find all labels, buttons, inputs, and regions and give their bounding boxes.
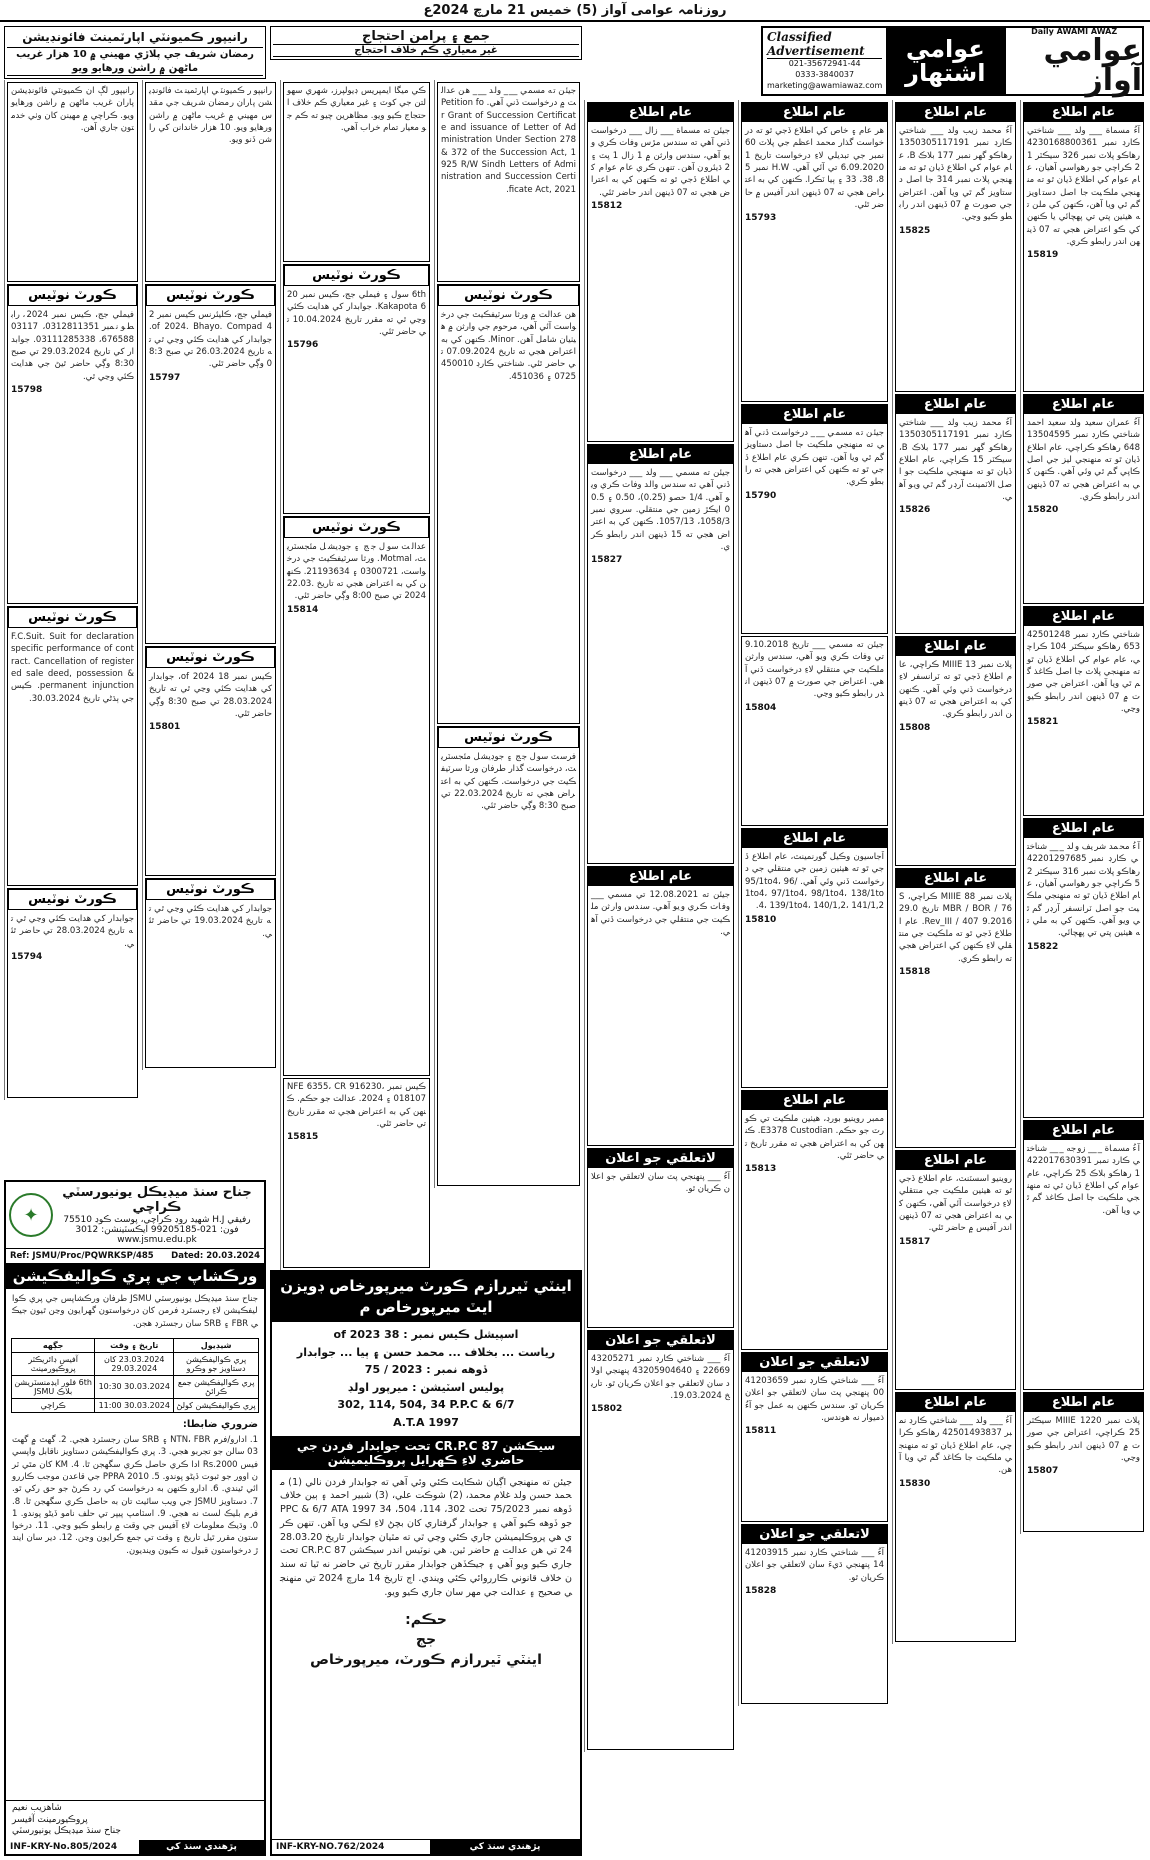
table-cell: پري ڪواليفڪيشن جمع ڪرائڻ <box>174 1375 258 1398</box>
notice-header: لاتعلقي جو اعلان <box>588 1331 733 1350</box>
notice-number: 15822 <box>1027 941 1059 952</box>
notice-body: پلاٽ نمبر MIIIE 1220 سيڪٽر 25 ڪراچي، اعتراض جي صورت ۾ 07 ڏينهن اندر رابطو ڪيو وڃي. <box>1027 1416 1140 1463</box>
notice-header: عام اطلاع <box>896 637 1015 656</box>
notice-number: 15801 <box>149 722 181 733</box>
notice-body: ڪيس نمبر NFE 6355، CR 916230، 018107 ۽ 2024. عدالت جو حڪم. ڪنهن کي به اعتراض هجي ته مقرر تاريخ تي حاضر ٿئي. <box>287 1082 426 1129</box>
brand-english: Daily AWAMI AWAZ <box>1031 26 1118 36</box>
mobile: 0333-3840037 <box>795 70 855 80</box>
case-details <box>272 1322 580 1436</box>
notice-body: آءُ محمد زيب ولد ___ شناختي ڪارڊ نمبر 1350305117191 رهاڪو گهر نمبر 177 بلاڪ B، سيڪٽر 15 ڪراچي، عام اطلاع ڏيان ٿو ته منهنجي ملڪيت جو اصل الاٽمينٽ آرڊر گم ٿي ويو آهي. <box>899 418 1012 502</box>
notice <box>895 868 1016 1148</box>
notice-body: شناختي ڪارڊ نمبر 42501248653 رهاڪو سيڪٽر 104 ڪراچي، عام عوام کي اطلاع ڏيان ٿو ته منهنجي پلاٽ جا اصل ڪاغذ گم ٿي ويا آهن. اعتراض جي صورت ۾ 07 ڏينهن اندر رابطو ڪيو وڃي. <box>1027 630 1141 714</box>
notice <box>587 444 734 864</box>
headline-subtitle: رمضان شريف جي پلاڙي مهيني ۾ 10 هزار غريب ماڻهن ۾ راشن ورهايو ويو <box>7 47 263 76</box>
headline-title: جمع ۽ پرامن احتجاج <box>361 29 491 44</box>
table-cell: پري ڪواليفڪيشن کولڻ <box>174 1398 258 1412</box>
table-cell: 30.03.2024 10:30 <box>95 1375 174 1398</box>
brand-name: عوامي آواز <box>1043 32 1142 98</box>
notice-header: عام اطلاع <box>896 1393 1015 1412</box>
notice-body: پلاٽ نمبر MIIIE 88 ڪراچي، SMBR / BOR / 76 تاريخ 29.09.2016 Rev_III / 407. عام اطلاع ڏجي ٿو ته ملڪيت جي منتقلي لاءِ ڪنهن کي اعتراض هجي ته رابطو ڪري. <box>899 892 1013 964</box>
judge-title: جج <box>415 1632 437 1649</box>
notice-header: عام اطلاع <box>1024 103 1143 122</box>
notice-body: اَجاسيون وڪيل گورنمينٽ، عام اطلاع ڏجي ٿو ته هيٺين زمين جي منتقلي جي درخواست ڏني وئي آهي. 95/1to4، 96/1to4، 97/1to4، 98/1to4، 138/1to4، 139/1to4، 140/1,2، 141/1,2. <box>745 852 885 912</box>
notice-header: عام اطلاع <box>742 829 887 848</box>
notice-body: آءُ ___ ولد ___ شناختي ڪارڊ نمبر 42501493837 رهاڪو ڪراچي، عام اطلاع ڏيان ٿو ته منهنجي ملڪيت جا ڪاغذ گم ٿي ويا آهن. <box>899 1416 1012 1476</box>
notice <box>7 284 138 604</box>
notice-body: ڪي ميگا ايمپريس ڊيولپرز، شهري سهولتن جي کوٽ ۽ غير معياري ڪم خلاف احتجاج ڪيو ويو. مظاهرين چيو ته ڪم جو معيار تمام خراب آهي. <box>287 86 426 133</box>
classified-info <box>763 28 886 94</box>
ref-number: Ref: JSMU/Proc/PQWRKSP/485 <box>10 1251 154 1261</box>
notice <box>1023 606 1144 816</box>
order-block <box>272 1611 580 1670</box>
schedule-header: شيڊيول <box>174 1338 258 1352</box>
notice-number: 15812 <box>591 200 623 211</box>
newspaper-logo <box>1004 26 1142 98</box>
notice-body: جيئن ته مسمي ___ ولد ___ هن عدالت ۾ درخواست ڏني آهي. Petition for Grant of Succession Certificate and issuance of Letter of Administration Under Section 278 & 372 of the Succession Act, 1925 R/W Sindh Letters of Administration and Succession Certificate Act, 2021. <box>440 86 576 195</box>
court-proclamation-ad <box>270 1270 582 1856</box>
notice-body: جيئن ته مسماة ___ زال ___ درخواست ڏني آهي ته سندس مڙس وفات ڪري ويو آهي، سندس وارثن ۾ 1 زال 1 پٽ ۽ 2 ڌيئرون آهن. تنهن ڪري عام عوام کي اطلاع ڏجي ٿو ته ڪنهن کي به اعتراض هجي ته 07 ڏينهن اندر حاضر ٿئي. <box>591 126 730 198</box>
case-parties: رياست ... بخلاف ... محمد حسن ۽ ٻيا ... جوابدار <box>296 1345 556 1359</box>
notice-body: آءُ ___ شناختي ڪارڊ نمبر 4120391514 پنهنجي ڌيءَ سان لاتعلقي جو اعلان ڪريان ٿو. <box>745 1548 884 1583</box>
university-header <box>6 1182 264 1249</box>
notice-header: لاتعلقي جو اعلان <box>588 1149 733 1168</box>
notice-header: لاتعلقي جو اعلان <box>742 1353 887 1372</box>
notice-number: 15815 <box>287 1132 319 1143</box>
headline-title: رانيپور ڪميونٽي اپارٽمينٽ فائونڊيشن <box>22 30 248 44</box>
notice-header: لاتعلقي جو اعلان <box>742 1525 887 1544</box>
notice-body: فرسٽ سول جج ۽ جوڊيشل مئجسٽريٽ، درخواست گذار طرفان ورثا سرٽيفڪيٽ جي درخواست. ڪنهن کي به اعتراض هجي ته تاريخ 22.03.2024 تي صبح 8:30 وڳي حاضر ٿئي. <box>441 752 576 812</box>
notice <box>1023 102 1144 392</box>
notice-number: 15793 <box>745 213 777 224</box>
notice-body: آءُ ___ شناختي ڪارڊ نمبر 4320527122669 ۽ 43205904640 پنهنجي اولاد سان لاتعلقي جو اعلان ڪريان ٿو. تاريخ 19.03.2024. <box>591 1354 731 1401</box>
university-ad-title: ورڪشاپ جي پري ڪواليفڪيشن <box>6 1263 264 1289</box>
notice-header: ڪورٽ نوٽيس <box>8 285 137 306</box>
notice-number: 15807 <box>1027 1466 1059 1477</box>
notice-number: 15802 <box>591 1404 623 1415</box>
notice <box>741 828 888 1088</box>
notice <box>587 866 734 1146</box>
notice-body: ممبر روينيو بورڊ، هيٺين ملڪيت تي ڪورٽ جو حڪم. E3378 Custodian. ڪنهن کي به اعتراض هجي ته مقرر تاريخ تي حاضر ٿئي. <box>745 1114 884 1161</box>
ref-row <box>6 1249 264 1263</box>
notice-header: عام اطلاع <box>896 869 1015 888</box>
notice <box>1023 818 1144 1118</box>
notice <box>895 1392 1016 1642</box>
university-ad <box>4 1180 266 1856</box>
table-cell: پري ڪواليفڪيشن دستاويز جو وڪرو <box>174 1352 258 1375</box>
notice <box>741 404 888 634</box>
notice-header: عام اطلاع <box>1024 1393 1143 1412</box>
police-station: پوليس اسٽيشن : ميرپور اولڊ <box>347 1380 505 1394</box>
university-phone: فون: 021-99205185 ايڪسٽينشن: 3012 <box>75 1225 239 1235</box>
ref-date: Dated: 20.03.2024 <box>171 1251 260 1261</box>
notice-body: ڪيس نمبر 18 of 2024، جوابدار کي هدايت ڪئي وڃي ٿي ته تاريخ 28.03.2024 تي صبح 8:30 وڳي حاضر ٿئي. <box>149 672 272 719</box>
notice <box>587 1148 734 1328</box>
notice-number: 15817 <box>899 1236 931 1247</box>
notice-header: عام اطلاع <box>896 1151 1015 1170</box>
notice-number: 15819 <box>1027 250 1059 261</box>
notice <box>895 1150 1016 1390</box>
notice <box>437 284 580 724</box>
court-ad-footer <box>272 1839 580 1854</box>
schedule-table <box>11 1338 259 1413</box>
notice-body: آءُ محمد زيب ولد ___ شناختي ڪارڊ نمبر 1350305117191 رهاڪو گهر نمبر 177 بلاڪ B، عام عوام کي اطلاع ڏيان ٿو ته منهنجي پلاٽ نمبر 314 جا اصل دستاويز گم ٿي ويا آهن. اعتراض جي صورت ۾ 07 ڏينهن اندر رابطو ڪيو وڃي. <box>899 126 1012 223</box>
notice-number: 15810 <box>745 914 777 925</box>
table-cell: 23.03.2024 کان 29.03.2024 <box>95 1352 174 1375</box>
column-1 <box>1020 100 1146 1534</box>
signer-name: شاهزيب نعيم <box>12 1802 62 1813</box>
notice-body: فيملي جج، ڪليئرنس ڪيس نمبر 24 of 2024. Bhayo. Compad. جوابدار کي هدايت ڪئي وڃي ٿي ته تاريخ 26.03.2024 تي صبح 8:30 وڳي حاضر ٿئي. <box>149 310 273 370</box>
notice-body: رانيپور ڪميونٽي اپارٽمينٽ فائونڊيشن پاران رمضان شريف جي مقدس مهيني ۾ غريب ماڻهن ۾ راشن ورهايو ويو. 10 هزار خاندانن کي راشن ڏنو ويو. <box>149 86 272 146</box>
notice-number: 15796 <box>287 340 319 351</box>
table-cell: آفيس ڊائريڪٽر پروڪيورمينٽ <box>12 1352 95 1375</box>
column-7 <box>142 80 278 1070</box>
notice-body: جيئن ته 12.08.2021 تي مسمي ___ وفات ڪري ويو آهي. سندس وارثن ملڪيت جي منتقلي جي درخواست ڏني آهي. <box>591 890 730 937</box>
table-row <box>12 1352 259 1375</box>
notice <box>437 82 580 282</box>
university-address: رفيقي H.J شهيد روڊ ڪراچي، پوسٽ ڪوڊ 75510 <box>63 1215 251 1225</box>
notice-number: 15794 <box>11 951 43 962</box>
notice <box>7 82 138 282</box>
email: marketing@awamiawaz.com <box>767 80 883 90</box>
notice-number: 15818 <box>899 966 931 977</box>
table-row <box>12 1398 259 1412</box>
notice-body: روينيو اسسٽنٽ، عام اطلاع ڏجي ٿو ته هيٺين ملڪيت جي منتقلي لاءِ درخواست آئي آهي، ڪنهن کي به اعتراض هجي ته 07 ڏينهن اندر آفيس ۾ حاضر ٿئي. <box>899 1174 1012 1234</box>
ata-act: A.T.A 1997 <box>393 1415 459 1429</box>
headline-foundation <box>4 26 266 79</box>
inf-number: INF-KRY-No.805/2024 <box>10 1842 118 1852</box>
notice-body: جيئن ته مسمي ___ درخواست ڏني آهي ته منهنجي ملڪيت جا اصل دستاويز گم ٿي ويا آهن. تنهن ڪري عام اطلاع ڏجي ٿو ته ڪنهن کي اعتراض هجي ته رابطو ڪري. <box>745 428 884 488</box>
classified-title: Classified Advertisement <box>767 30 882 59</box>
conditions-body: 1. ادارو/فرم NTN، FBR ۽ SRB سان رجسٽرڊ هجي. 2. گهٽ ۾ گهٽ 03 سالن جو تجربو هجي. 3. پري ڪواليفڪيشن دستاويز ناقابل واپسي فيس Rs.2000 ادا ڪري حاصل ڪري سگهجن ٿا. 4. KM کان مٿي ٽرن اوور جو ثبوت ڏيڻو پوندو. 5. PPRA 2010 جي قاعدن موجب ڪارروائي ٿيندي. 6. ادارو ڪنهن به درخواست کي رد ڪرڻ جو حق رکي ٿو. 7. دستاويز JSMU جي ويب سائيٽ تان به حاصل ڪري سگهجن ٿا. 8. فرم بليڪ لسٽ نه هجي. 9. اسٽامپ پيپر تي حلف نامو ڏيڻو پوندو. 10. وڌيڪ معلومات لاءِ آفيس جي وقت ۾ رابطو ڪيو وڃي. 11. درخواستون مقرر ٿيل تاريخ ۽ وقت تي جمع ڪرايون وڃن. 12. دير سان ايندڙ درخواستون قبول نه ڪيون وينديون. <box>12 1434 259 1556</box>
headline-protest <box>270 26 582 60</box>
notice <box>283 1078 430 1268</box>
court-title: اينٽي ٽيررازم ڪورٽ ميرپورخاص ڊويزن ايٽ ميرپورخاص م <box>272 1272 580 1322</box>
classified-masthead <box>761 26 1144 96</box>
conditions-title: ضروري ضابطا: <box>182 1418 258 1430</box>
notice-number: 15830 <box>899 1478 931 1489</box>
notice-header: عام اطلاع <box>742 103 887 122</box>
notice <box>437 726 580 1186</box>
notice <box>145 82 276 282</box>
notice-header: عام اطلاع <box>1024 607 1143 626</box>
notice-header: عام اطلاع <box>742 405 887 424</box>
table-row <box>12 1375 259 1398</box>
table-cell: ڪراچي <box>12 1398 95 1412</box>
notice-number: 15821 <box>1027 717 1059 728</box>
notice-body: 6th سول ۽ فيملي جج، ڪيس نمبر 206 Kakapota. جوابدار کي هدايت ڪئي وڃي ٿي ته مقرر تاريخ 10.04.2024 تي حاضر ٿئي. <box>287 290 426 337</box>
notice <box>7 606 138 886</box>
notice-body: فيملي جج، ڪيس نمبر 2024، رابطو نمبر 0312811351، 03117676588، 03111285338. جوابدار کي تاريخ 29.03.2024 تي صبح 8:30 وڳي حاضر ٿيڻ جي هدايت ڪئي وڃي ٿي. <box>11 310 135 382</box>
court-name: اينٽي ٽيررازم ڪورٽ، ميرپورخاص <box>310 1651 542 1668</box>
notice <box>741 102 888 402</box>
notice-body: جوابدار کي هدايت ڪئي وڃي ٿي ته تاريخ 28.03.2024 تي حاضر ٿئي. <box>11 914 135 949</box>
notice-body: پلاٽ نمبر MIIIE 13 ڪراچي، عام اطلاع ڏجي ٿو ته ٽرانسفر لاءِ درخواست ڏني وئي آهي. ڪنهن کي به اعتراض هجي ته 07 ڏينهن اندر رابطو ڪري. <box>899 660 1012 720</box>
notice <box>587 1330 734 1750</box>
notice <box>895 394 1016 634</box>
schedule-header: جڳهه <box>12 1338 95 1352</box>
notice-header: عام اطلاع <box>588 867 733 886</box>
schedule-header: تاريخ ۽ وقت <box>95 1338 174 1352</box>
phone: 021-35672941-44 <box>788 59 861 69</box>
notice <box>741 1524 888 1704</box>
notice-number: 15827 <box>591 555 623 566</box>
notice-number: 15828 <box>745 1585 777 1596</box>
notice <box>1023 1392 1144 1532</box>
notice <box>895 102 1016 392</box>
notice-body: آءُ ___ پنهنجي پٽ سان لاتعلقي جو اعلان ڪريان ٿو. <box>591 1172 730 1195</box>
footer-tag: پڙهندي سنڌ کي <box>139 1840 264 1854</box>
section-title-line2: اشتهار <box>905 59 986 87</box>
order-label: حڪم: <box>405 1612 447 1629</box>
notice-header: ڪورٽ نوٽيس <box>438 727 579 748</box>
notice-body: آءُ ___ شناختي ڪارڊ نمبر 4120365900 پنهنجي پٽ سان لاتعلقي جو اعلان ڪريان ٿو. سندس ڪنهن به عمل جو آءُ ذميوار نه هوندس. <box>745 1376 884 1423</box>
column-5 <box>434 80 582 1188</box>
notice-header: ڪورٽ نوٽيس <box>146 285 275 306</box>
footer-bar <box>6 1840 264 1854</box>
headline-subtitle: غير معياري ڪم خلاف احتجاج <box>273 44 579 57</box>
university-name: جناح سنڌ ميڊيڪل يونيورسٽي ڪراچي <box>62 1185 252 1215</box>
proclamation-title: سيڪشن 87 CR.P.C تحت جوابدار فردن جي حاضري لاءِ ڪهرايل پروڪليميشن <box>272 1436 580 1470</box>
notice-body: رانيپور لڳ ان ڪميونٽي فائونڊيشن پاران غريب ماڻهن ۾ راشن ورهايو ويو. ڪراچي ۾ مهينن کان وٺي خدمتون جاري آهن. <box>11 86 134 133</box>
table-cell: 6th فلور ايڊمنسٽريشن بلاڪ JSMU <box>12 1375 95 1398</box>
table-cell: 30.03.2024 11:00 <box>95 1398 174 1412</box>
notice <box>145 646 276 876</box>
notice <box>283 264 430 514</box>
notice-number: 15804 <box>745 702 777 713</box>
notice-body: هن عدالت ۾ ورثا سرٽيفڪيٽ جي درخواست آئي آهي، مرحوم جي وارثن ۾ هيٺيان شامل آهن. Minor. ڪنهن کي به اعتراض هجي ته تاريخ 07.09.2024 تي حاضر ٿئي. شناختي ڪارڊ 4500100725 ۽ 451036. <box>441 310 576 382</box>
university-web: www.jsmu.edu.pk <box>117 1235 197 1245</box>
notice <box>7 888 138 1098</box>
signer-block <box>6 1801 264 1840</box>
notice-header: ڪورٽ نوٽيس <box>146 879 275 900</box>
notice-number: 15808 <box>899 722 931 733</box>
notice-header: عام اطلاع <box>588 445 733 464</box>
notice-header: ڪورٽ نوٽيس <box>8 889 137 910</box>
footer-bar <box>272 1840 580 1854</box>
notice-body: عدالت سول جج ۽ جوڊيشل مئجسٽريٽ، Motmal. ورثا سرٽيفڪيٽ جي درخواست، 0300721 ۽ 21193634. ڪنهن کي به اعتراض هجي ته تاريخ 22.03.2024 تي صبح 8:00 وڳي حاضر ٿئي. <box>287 542 427 602</box>
notice-header: ڪورٽ نوٽيس <box>284 265 429 286</box>
notice-header: عام اطلاع <box>588 103 733 122</box>
notice-number: 15826 <box>899 505 931 516</box>
notice <box>741 1090 888 1350</box>
dateline: روزنامہ عوامی آواز (5) خميس 21 مارچ 2024ع <box>0 0 1150 22</box>
notice-number: 15797 <box>149 372 181 383</box>
notice <box>145 878 276 1068</box>
notice <box>145 284 276 644</box>
section-title-line1: عوامي <box>905 35 985 63</box>
case-number: اسپيشل ڪيس نمبر : 38 of 2023 <box>333 1328 519 1341</box>
inf-number: INF-KRY-NO.762/2024 <box>276 1842 385 1852</box>
notice-header: ڪورٽ نوٽيس <box>146 647 275 668</box>
notice-body: آءُ محمد شريف ولد ___ شناختي ڪارڊ نمبر 42201297685 رهاڪو پلاٽ نمبر 316 سيڪٽر 25 ڪراچي جو رهواسي آهيان، عام اطلاع ڏيان ٿو ته منهنجي ملڪيت جو اصل ٽرانسفر آرڊر گم ٿي ويو آهي. ڪنهن کي به ملي ته هيٺين پتي تي پهچائي. <box>1027 842 1140 939</box>
signer-org: جناح سنڌ ميڊيڪل يونيورسٽي <box>12 1826 121 1837</box>
notice-body: جيئن ته مسمي ___ تاريخ 9.10.2018 تي وفات ڪري ويو آهي، سندس وارثن ملڪيت جي منتقلي لاءِ درخواست ڏني آهي. اعتراض جي صورت ۾ 07 ڏينهن اندر رابطو ڪيو وڃي. <box>745 640 884 700</box>
university-logo-icon: ✦ <box>9 1193 53 1237</box>
column-8 <box>4 80 140 1100</box>
notice <box>587 102 734 442</box>
notice-number: 15811 <box>745 1426 777 1437</box>
fir-number: ڏوهه نمبر : 2023 / 75 <box>364 1363 488 1377</box>
law-sections: 302, 114, 504, 34 P.P.C & 6/7 <box>337 1398 515 1412</box>
proclamation-body: جيئن ته منهنجي اڳيان شڪايت ڪئي وئي آهي ته جوابدار فردن نالي (1) محمد حسن ولد غلام محمد، (2) شوڪت علي، (3) شبير احمد ۽ ٻين خلاف ڏوهه نمبر 75/2023 تحت 302، 114، 504، 34 PPC & 6/7 ATA 1997 جو ڏوهه ڪيو آهي ۽ جوابدار گرفتاري کان بچڻ لاءِ لڪي ويا آهن. تنهن ڪري هي پروڪليميشن جاري ڪئي وڃي ٿي ته مٿيان جوابدار تاريخ 28.03.2024 تي هن عدالت ۾ حاضر ٿين. هي نوٽيس اندر سيڪشن 87 CR.P.C تحت جاري ڪيو ويو آهي ۽ جيڪڏهن جوابدار مقرر تاريخ تي حاضر نه ٿيا ته سندن خلاف قانوني ڪارروائي ڪئي ويندي. اڄ تاريخ 14 مارچ 2024 تي منهنجي صحيح ۽ عدالت جي مهر سان جاري ڪيو ويو. <box>280 1476 572 1598</box>
column-4 <box>584 100 736 1752</box>
university-intro: جناح سنڌ ميڊيڪل يونيورسٽي JSMU طرفان ورڪشاپس جي پري ڪواليفڪيشن لاءِ رجسٽرڊ فرمن کان درخواستون گهرايون وڃن ٿيون جيڪي FBR ۽ SRB سان رجسٽرڊ هجن. <box>12 1294 258 1329</box>
notice-number: 15798 <box>11 384 43 395</box>
notice <box>741 636 888 826</box>
university-ad-footer <box>6 1800 264 1854</box>
notice-number: 15825 <box>899 225 931 236</box>
notice-body: جوابدار کي هدايت ڪئي وڃي ٿي ته تاريخ 19.03.2024 تي حاضر ٿئي. <box>149 904 273 939</box>
notice <box>895 636 1016 866</box>
section-title-block <box>886 28 1004 94</box>
column-2 <box>892 100 1018 1644</box>
notice-number: 15790 <box>745 490 777 501</box>
notice <box>741 1352 888 1522</box>
notice <box>1023 1120 1144 1390</box>
footer-tag: پڙهندي سنڌ کي <box>430 1840 580 1854</box>
notice-body: هر عام ۽ خاص کي اطلاع ڏجي ٿو ته درخواست گذار محمد اعظم جي پلاٽ 60 نمبر جي تبديلي لاءِ درخواست تاريخ 16.09.2020 تي آئي آهي. H.W نمبر 58، 38، 33 ۽ ٻيا ٽڪرا. ڪنهن کي به اعتراض هجي ته 07 ڏينهن اندر آفيس ۾ حاضر ٿئي. <box>745 126 884 210</box>
notice-header: عام اطلاع <box>896 395 1015 414</box>
notice-header: عام اطلاع <box>896 103 1015 122</box>
notice-body: F.C.Suit. Suit for declaration specific performance of contract. Cancellation of registered sale deed, possession & permanent injunction. ڪيس جي ٻڌڻي تاريخ 30.03.2024. <box>11 632 134 704</box>
notice-body: آءُ مسماة ___ ولد ___ شناختي ڪارڊ نمبر 4230168800361 رهاڪو پلاٽ نمبر 326 سيڪٽر 12 ڪراچي جو رهواسي آهيان، عام عوام کي اطلاع ڏيان ٿو ته منهنجي ملڪيت جا اصل دستاويز گم ٿي ويا آهن، ڪنهن کي ملن ته هيٺين پتي تي پهچائي يا ڪنهن کي ڪو اعتراض هجي ته 07 ڏينهن اندر رابطو ڪري. <box>1027 126 1141 247</box>
notice-number: 15820 <box>1027 505 1059 516</box>
notice <box>283 82 430 262</box>
notice-header: عام اطلاع <box>1024 819 1143 838</box>
notice-number: 15814 <box>287 604 319 615</box>
notice-body: جيئن ته مسمي ___ ولد ___ درخواست ڏني آهي ته سندس والد وفات ڪري ويو آهي. 1/4 حصو (0.25)، 0.50 ۽ 0.50 ايڪڙ زمين جي منتقلي. سروي نمبر 1058/3، 1057/13. ڪنهن کي به اعتراض هجي ته 15 ڏينهن اندر رابطو ڪري. <box>591 468 730 552</box>
notice-body: آءُ عمران سعيد ولد سعيد احمد شناختي ڪارڊ نمبر 13504595648 رهاڪو ڪراچي، عام اطلاع ڏيان ٿو ته منهنجي ليز جي اصل ڪاپي گم ٿي وئي آهي. ڪنهن کي به اعتراض هجي ته 07 ڏينهن اندر رابطو ڪري. <box>1027 418 1140 502</box>
notice <box>283 516 430 1076</box>
column-3 <box>738 100 890 1706</box>
notice-header: ڪورٽ نوٽيس <box>8 607 137 628</box>
column-6 <box>280 80 432 1270</box>
notice <box>1023 394 1144 604</box>
notice-number: 15813 <box>745 1164 777 1175</box>
notice-header: عام اطلاع <box>1024 395 1143 414</box>
signer-title: پروڪيورمينٽ آفيسر <box>12 1814 88 1825</box>
notice-header: ڪورٽ نوٽيس <box>284 517 429 538</box>
notice-header: عام اطلاع <box>1024 1121 1143 1140</box>
notice-header: عام اطلاع <box>742 1091 887 1110</box>
notice-body: آءُ مسماة ___ زوجه ___ شناختي ڪارڊ نمبر 4220176303911 رهاڪو بلاڪ 25 ڪراچي، عام عوام کي اطلاع ڏيان ٿي ته منهنجي ملڪيت جا اصل ڪاغذ گم ٿي ويا آهن. <box>1027 1144 1141 1216</box>
notice-header: ڪورٽ نوٽيس <box>438 285 579 306</box>
